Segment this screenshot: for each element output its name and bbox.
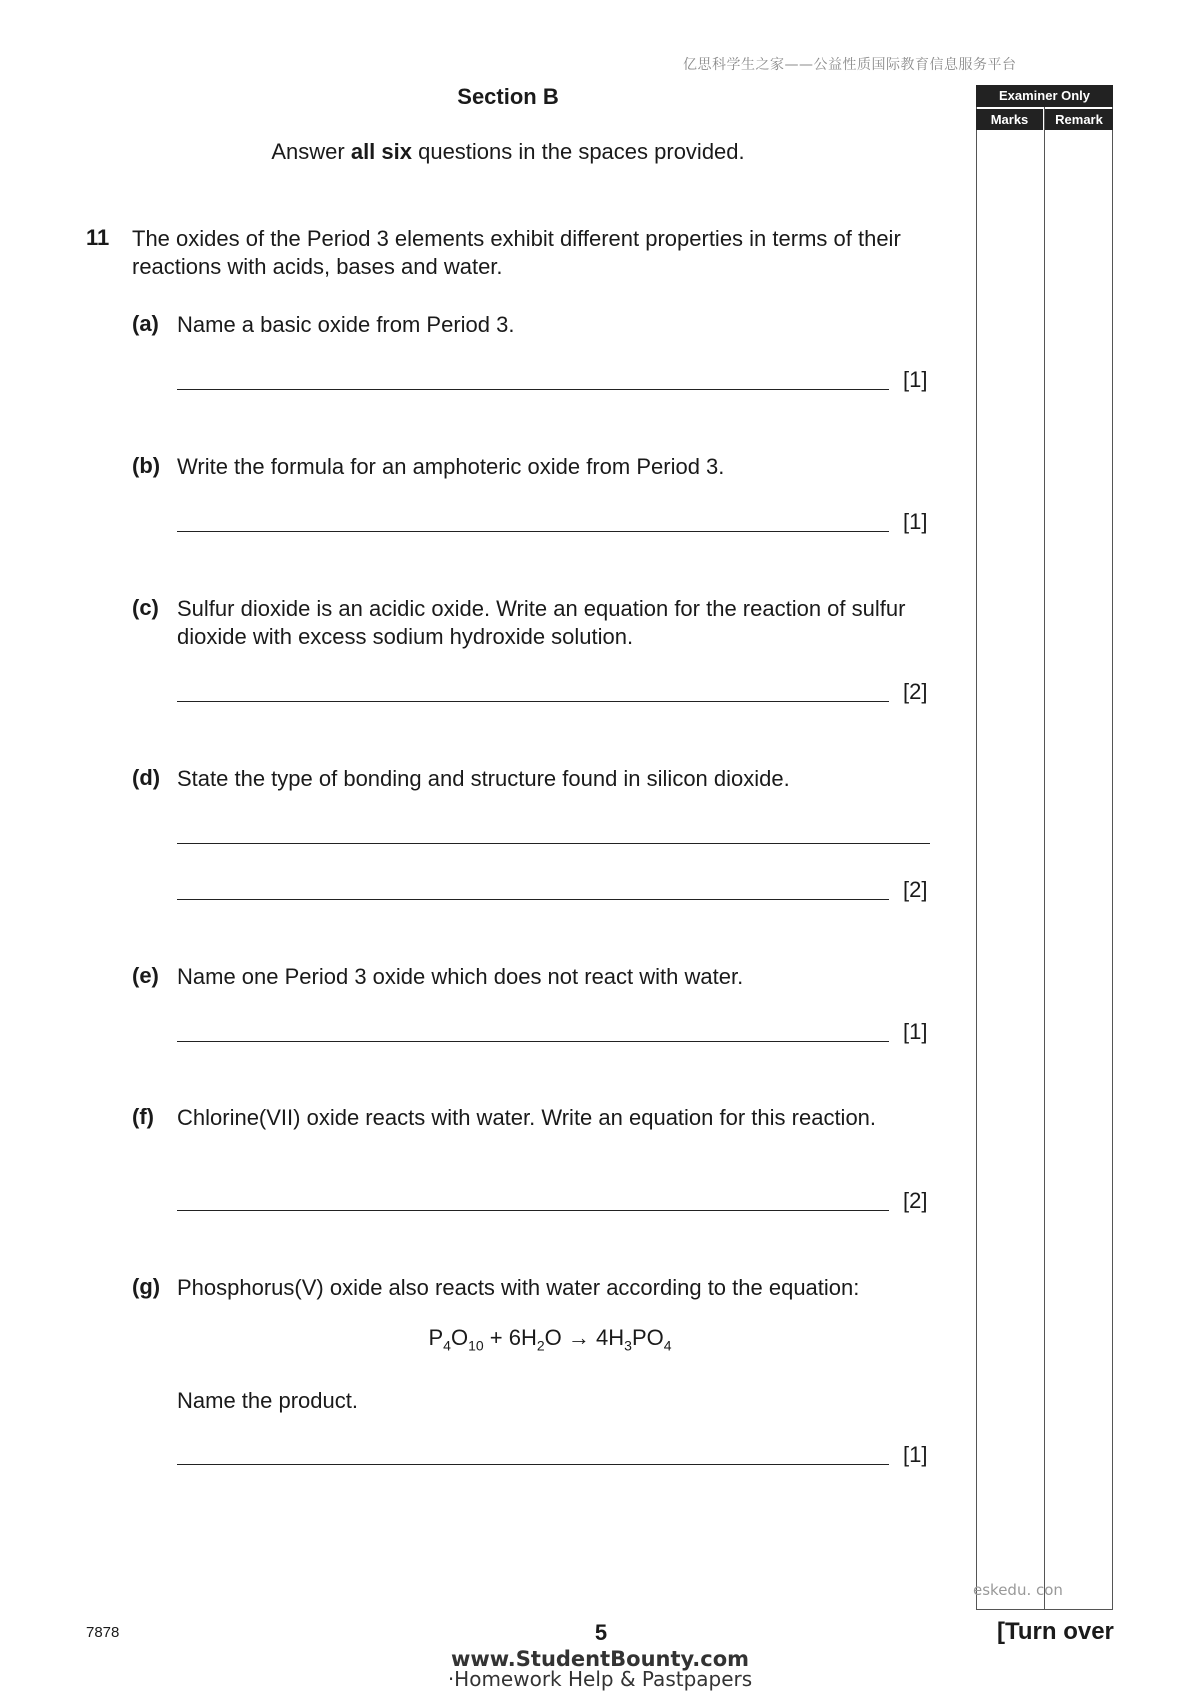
marks-b: [1] [903, 509, 928, 534]
part-text-g: Phosphorus(V) oxide also reacts with water according to the equation: [177, 1275, 860, 1300]
part-label-g: (g) [132, 1274, 161, 1299]
part-label-f: (f) [132, 1104, 154, 1129]
answer-line-d2[interactable] [177, 899, 889, 900]
chemical-equation: $P_4O_{10} + 6H_2O \to 4H_3PO_4$ [428, 1325, 672, 1354]
part-followup-g: Name the product. [177, 1388, 358, 1413]
marks-c: [2] [903, 679, 928, 704]
answer-line-g[interactable] [177, 1464, 889, 1465]
answer-line-e[interactable] [177, 1041, 889, 1042]
marks-e: [1] [903, 1019, 928, 1044]
examiner-remark-col: Remark [1045, 109, 1113, 130]
part-text-a: Name a basic oxide from Period 3. [177, 312, 515, 337]
part-text-e: Name one Period 3 oxide which does not react with water. [177, 964, 744, 989]
marks-g: [1] [903, 1442, 928, 1467]
answer-line-f[interactable] [177, 1210, 889, 1211]
part-text-d: State the type of bonding and structure found in silicon dioxide. [177, 766, 790, 791]
part-label-b: (b) [132, 453, 161, 478]
logo-tagline: ·Homework Help & Pastpapers [447, 1667, 753, 1691]
marks-f: [2] [903, 1188, 928, 1213]
logo-studentbounty: www.StudentBounty.com [450, 1647, 750, 1671]
answer-line-b[interactable] [177, 531, 889, 532]
examiner-marks-col: Marks [976, 109, 1043, 130]
question-intro: The oxides of the Period 3 elements exhibit different properties in terms of their reactions with acids, bases and water. [132, 226, 901, 279]
page-number: 5 [594, 1620, 608, 1645]
part-text-c: Sulfur dioxide is an acidic oxide. Write an equation for the reaction of sulfur dioxide with excess sodium hydroxide solution. [177, 596, 906, 649]
watermark-corner: eskedu. con [973, 1581, 1063, 1599]
examiner-header: Examiner Only [976, 85, 1113, 107]
part-label-e: (e) [132, 963, 159, 988]
question-number: 11 [86, 225, 110, 250]
part-label-d: (d) [132, 765, 161, 790]
section-title: Section B [457, 84, 559, 109]
part-label-c: (c) [132, 595, 159, 620]
answer-line-c[interactable] [177, 701, 889, 702]
marks-d: [2] [903, 877, 928, 902]
answer-line-a[interactable] [177, 389, 889, 390]
turn-over: [Turn over [997, 1618, 1114, 1645]
footer-code: 7878 [86, 1624, 120, 1641]
part-text-f: Chlorine(VII) oxide reacts with water. Write an equation for this reaction. [177, 1105, 877, 1130]
instructions-pre: Answer [271, 139, 351, 164]
examiner-divider [1044, 85, 1045, 1610]
part-label-a: (a) [132, 311, 159, 336]
instructions-post: questions in the spaces provided. [411, 139, 745, 164]
instructions-bold: all six [350, 139, 412, 164]
watermark-top: 亿思科学生之家——公益性质国际教育信息服务平台 [683, 57, 1017, 73]
marks-a: [1] [903, 367, 928, 392]
instructions [0, 139, 1016, 165]
part-text-b: Write the formula for an amphoteric oxide from Period 3. [177, 454, 725, 479]
answer-line-d1[interactable] [177, 843, 930, 844]
